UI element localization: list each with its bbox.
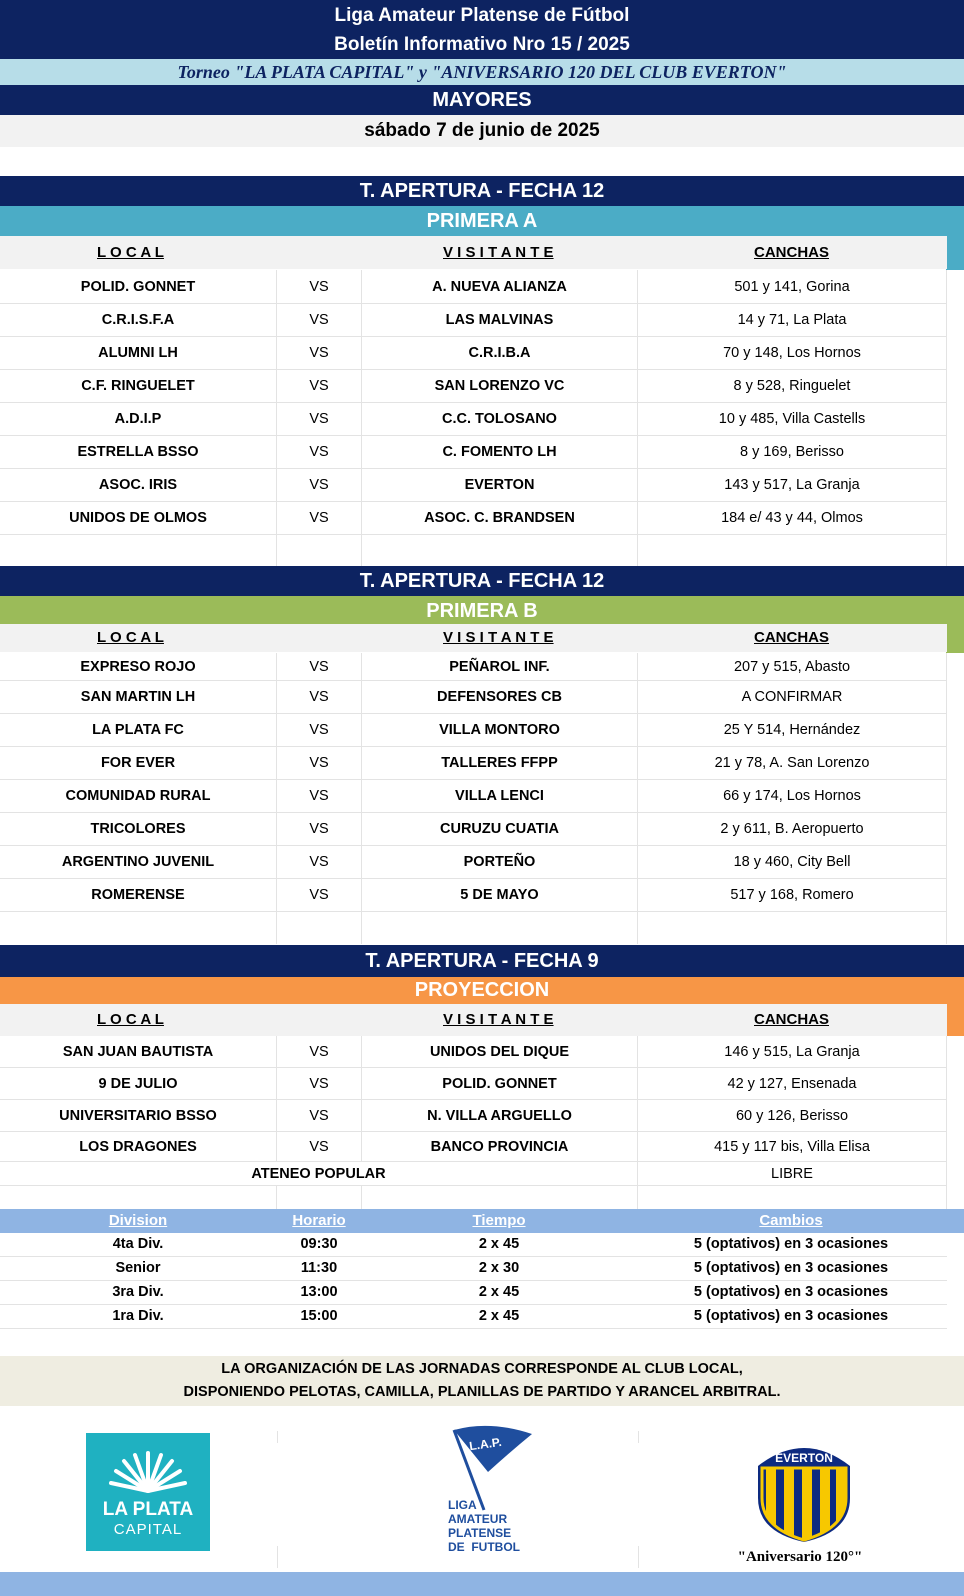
home-team: ROMERENSE <box>0 879 277 911</box>
match-row <box>0 270 947 304</box>
versus-label: VS <box>277 469 362 501</box>
note-line-1: LA ORGANIZACIÓN DE LAS JORNADAS CORRESPONDE AL CLUB LOCAL, <box>221 1361 743 1377</box>
versus-label: VS <box>277 337 362 369</box>
schedule-row <box>0 1233 947 1257</box>
match-row <box>0 436 947 469</box>
lap-logo-line-3: PLATENSE <box>448 1526 512 1540</box>
versus-label: VS <box>277 270 362 303</box>
division-edge-primera-a <box>946 236 964 270</box>
column-venue: CANCHAS <box>754 244 829 261</box>
schedule-division: 4ta Div. <box>112 1236 164 1252</box>
match-row <box>0 714 947 747</box>
match-row <box>0 1068 947 1100</box>
everton-crest <box>756 1438 852 1548</box>
versus-label: VS <box>277 502 362 534</box>
division-title-proyeccion: PROYECCION <box>0 977 964 1004</box>
versus-label: VS <box>277 403 362 435</box>
versus-label: VS <box>277 681 362 713</box>
home-team: POLID. GONNET <box>0 270 277 303</box>
tournament-title: Torneo "LA PLATA CAPITAL" y "ANIVERSARIO 120 DEL CLUB EVERTON" <box>0 59 964 85</box>
venue-address: 70 y 148, Los Hornos <box>638 337 947 369</box>
venue-address: 14 y 71, La Plata <box>638 304 947 336</box>
venue-address: 517 y 168, Romero <box>638 879 947 911</box>
home-team: EXPRESO ROJO <box>0 653 277 680</box>
column-local: L O C A L <box>97 629 164 646</box>
schedule-header-duration: Tiempo <box>472 1212 526 1229</box>
bulletin-number: Boletín Informativo Nro 15 / 2025 <box>0 31 964 59</box>
empty-cell <box>362 912 638 944</box>
column-local: L O C A L <box>97 1011 164 1028</box>
away-team: UNIDOS DEL DIQUE <box>362 1036 638 1067</box>
column-header-row <box>0 236 947 269</box>
venue-address: 21 y 78, A. San Lorenzo <box>638 747 947 779</box>
schedule-time: 13:00 <box>300 1284 338 1300</box>
away-team: A. NUEVA ALIANZA <box>362 270 638 303</box>
versus-label: VS <box>277 1036 362 1067</box>
venue-address: 25 Y 514, Hernández <box>638 714 947 746</box>
home-team: ALUMNI LH <box>0 337 277 369</box>
header-title: Liga Amateur Platense de Fútbol <box>0 0 964 31</box>
schedule-header-substitutions: Cambios <box>759 1212 823 1229</box>
schedule-division: 1ra Div. <box>112 1308 164 1324</box>
column-venue: CANCHAS <box>754 1011 829 1028</box>
lap-logo-line-4: DE FUTBOL <box>448 1540 520 1554</box>
match-row <box>0 813 947 846</box>
versus-label: VS <box>277 1068 362 1099</box>
versus-label: VS <box>277 653 362 680</box>
lap-flag-text: L.A.P. <box>468 1434 503 1454</box>
everton-anniversary-caption: "Aniversario 120°" <box>737 1549 863 1565</box>
round-title-primera-a: T. APERTURA - FECHA 12 <box>0 176 964 206</box>
round-title-primera-b: T. APERTURA - FECHA 12 <box>0 566 964 596</box>
schedule-duration: 2 x 45 <box>478 1236 520 1252</box>
venue-address: 415 y 117 bis, Villa Elisa <box>638 1132 947 1161</box>
match-row <box>0 653 947 681</box>
venue-address: 60 y 126, Berisso <box>638 1100 947 1131</box>
schedule-division: Senior <box>115 1260 161 1276</box>
division-edge-primera-b <box>946 626 964 653</box>
match-row <box>0 1100 947 1132</box>
match-row <box>0 846 947 879</box>
home-team: ESTRELLA BSSO <box>0 436 277 468</box>
home-team: SAN MARTIN LH <box>0 681 277 713</box>
division-title-primera-a: PRIMERA A <box>0 206 964 236</box>
versus-label: VS <box>277 1100 362 1131</box>
empty-cell <box>0 535 277 567</box>
home-team: TRICOLORES <box>0 813 277 845</box>
venue-address: 18 y 460, City Bell <box>638 846 947 878</box>
schedule-time: 11:30 <box>300 1260 338 1276</box>
column-local: L O C A L <box>97 244 164 261</box>
versus-label: VS <box>277 846 362 878</box>
schedule-row <box>0 1305 947 1329</box>
away-team: VILLA MONTORO <box>362 714 638 746</box>
venue-address: 42 y 127, Ensenada <box>638 1068 947 1099</box>
organization-note <box>0 1356 964 1406</box>
home-team: C.R.I.S.F.A <box>0 304 277 336</box>
home-team: A.D.I.P <box>0 403 277 435</box>
match-row <box>0 1036 947 1068</box>
match-list-primera-b <box>0 653 947 944</box>
venue-address: 8 y 528, Ringuelet <box>638 370 947 402</box>
column-header-row <box>0 624 947 652</box>
empty-cell <box>362 535 638 567</box>
match-row <box>0 681 947 714</box>
venue-address: 8 y 169, Berisso <box>638 436 947 468</box>
away-team: BANCO PROVINCIA <box>362 1132 638 1161</box>
away-team: PEÑAROL INF. <box>362 653 638 680</box>
venue-address: 66 y 174, Los Hornos <box>638 780 947 812</box>
home-team: UNIDOS DE OLMOS <box>0 502 277 534</box>
match-row <box>0 370 947 403</box>
lap-logo-line-1: LIGA <box>448 1498 477 1512</box>
away-team: POLID. GONNET <box>362 1068 638 1099</box>
schedule-row <box>0 1281 947 1305</box>
lap-logo <box>440 1424 540 1556</box>
schedule-division: 3ra Div. <box>112 1284 164 1300</box>
note-line-2: DISPONIENDO PELOTAS, CAMILLA, PLANILLAS DE PARTIDO Y ARANCEL ARBITRAL. <box>183 1384 781 1400</box>
home-team: LOS DRAGONES <box>0 1132 277 1161</box>
schedule-substitutions: 5 (optativos) en 3 ocasiones <box>693 1260 889 1276</box>
match-row <box>0 403 947 436</box>
home-team: FOR EVER <box>0 747 277 779</box>
home-team: ARGENTINO JUVENIL <box>0 846 277 878</box>
venue-address: 2 y 611, B. Aeropuerto <box>638 813 947 845</box>
away-team: ASOC. C. BRANDSEN <box>362 502 638 534</box>
away-team: C.C. TOLOSANO <box>362 403 638 435</box>
schedule-header-time: Horario <box>292 1212 346 1229</box>
bye-row <box>0 1162 947 1186</box>
la-plata-logo-line1: LA PLATA <box>102 1499 194 1520</box>
column-visitor: V I S I T A N T E <box>443 629 554 646</box>
match-row <box>0 337 947 370</box>
schedule-duration: 2 x 45 <box>478 1284 520 1300</box>
division-edge-proyeccion <box>946 1004 964 1036</box>
empty-cell <box>277 1186 362 1210</box>
schedule-time: 15:00 <box>300 1308 338 1324</box>
versus-label: VS <box>277 436 362 468</box>
empty-row <box>0 535 947 567</box>
venue-address: 10 y 485, Villa Castells <box>638 403 947 435</box>
match-row <box>0 747 947 780</box>
column-header-row <box>0 1004 947 1036</box>
home-team: LA PLATA FC <box>0 714 277 746</box>
empty-cell <box>638 912 947 944</box>
empty-cell <box>0 1186 277 1210</box>
venue-address: A CONFIRMAR <box>638 681 947 713</box>
match-row <box>0 879 947 912</box>
la-plata-logo-line2: CAPITAL <box>113 1521 183 1538</box>
versus-label: VS <box>277 780 362 812</box>
everton-shield-icon <box>756 1438 852 1542</box>
away-team: PORTEÑO <box>362 846 638 878</box>
venue-address: 184 e/ 43 y 44, Olmos <box>638 502 947 534</box>
empty-cell <box>362 1186 638 1210</box>
empty-cell <box>0 912 277 944</box>
match-list-proyeccion <box>0 1036 947 1210</box>
column-visitor: V I S I T A N T E <box>443 244 554 261</box>
match-row <box>0 469 947 502</box>
venue-address: 207 y 515, Abasto <box>638 653 947 680</box>
home-team: ASOC. IRIS <box>0 469 277 501</box>
home-team: SAN JUAN BAUTISTA <box>0 1036 277 1067</box>
away-team: EVERTON <box>362 469 638 501</box>
match-row <box>0 1132 947 1162</box>
schedule-row <box>0 1257 947 1281</box>
empty-cell <box>638 535 947 567</box>
schedule-substitutions: 5 (optativos) en 3 ocasiones <box>693 1236 889 1252</box>
away-team: TALLERES FFPP <box>362 747 638 779</box>
home-team: UNIVERSITARIO BSSO <box>0 1100 277 1131</box>
away-team: C. FOMENTO LH <box>362 436 638 468</box>
footer-band <box>0 1572 964 1596</box>
away-team: LAS MALVINAS <box>362 304 638 336</box>
schedule-substitutions: 5 (optativos) en 3 ocasiones <box>693 1284 889 1300</box>
schedule-substitutions: 5 (optativos) en 3 ocasiones <box>693 1308 889 1324</box>
match-list-primera-a <box>0 270 947 567</box>
schedule-duration: 2 x 45 <box>478 1308 520 1324</box>
empty-cell <box>277 535 362 567</box>
empty-cell <box>277 912 362 944</box>
venue-address: 143 y 517, La Granja <box>638 469 947 501</box>
versus-label: VS <box>277 304 362 336</box>
round-title-proyeccion: T. APERTURA - FECHA 9 <box>0 945 964 977</box>
la-plata-capital-logo <box>86 1433 210 1551</box>
empty-row <box>0 912 947 944</box>
empty-cell <box>638 1186 947 1210</box>
versus-label: VS <box>277 879 362 911</box>
match-row <box>0 304 947 337</box>
schedule-time: 09:30 <box>300 1236 338 1252</box>
column-visitor: V I S I T A N T E <box>443 1011 554 1028</box>
away-team: DEFENSORES CB <box>362 681 638 713</box>
schedule-duration: 2 x 30 <box>478 1260 520 1276</box>
bye-status: LIBRE <box>638 1162 947 1185</box>
home-team: 9 DE JULIO <box>0 1068 277 1099</box>
match-row <box>0 502 947 535</box>
versus-label: VS <box>277 714 362 746</box>
home-team: COMUNIDAD RURAL <box>0 780 277 812</box>
versus-label: VS <box>277 813 362 845</box>
away-team: 5 DE MAYO <box>362 879 638 911</box>
sunrise-icon <box>108 1447 188 1493</box>
home-team: C.F. RINGUELET <box>0 370 277 402</box>
schedule-header-row <box>0 1209 964 1233</box>
lap-logo-line-2: AMATEUR <box>448 1512 508 1526</box>
away-team: VILLA LENCI <box>362 780 638 812</box>
division-title-primera-b: PRIMERA B <box>0 596 964 626</box>
match-row <box>0 780 947 813</box>
column-venue: CANCHAS <box>754 629 829 646</box>
versus-label: VS <box>277 1132 362 1161</box>
versus-label: VS <box>277 370 362 402</box>
away-team: CURUZU CUATIA <box>362 813 638 845</box>
venue-address: 501 y 141, Gorina <box>638 270 947 303</box>
everton-badge-text: EVERTON <box>775 1451 833 1465</box>
bye-team: ATENEO POPULAR <box>0 1162 638 1185</box>
category-title: MAYORES <box>0 85 964 115</box>
venue-address: 146 y 515, La Granja <box>638 1036 947 1067</box>
schedule-header-division: Division <box>108 1212 168 1229</box>
away-team: C.R.I.B.A <box>362 337 638 369</box>
empty-row <box>0 1186 947 1210</box>
away-team: N. VILLA ARGUELLO <box>362 1100 638 1131</box>
away-team: SAN LORENZO VC <box>362 370 638 402</box>
versus-label: VS <box>277 747 362 779</box>
match-date: sábado 7 de junio de 2025 <box>0 115 964 147</box>
